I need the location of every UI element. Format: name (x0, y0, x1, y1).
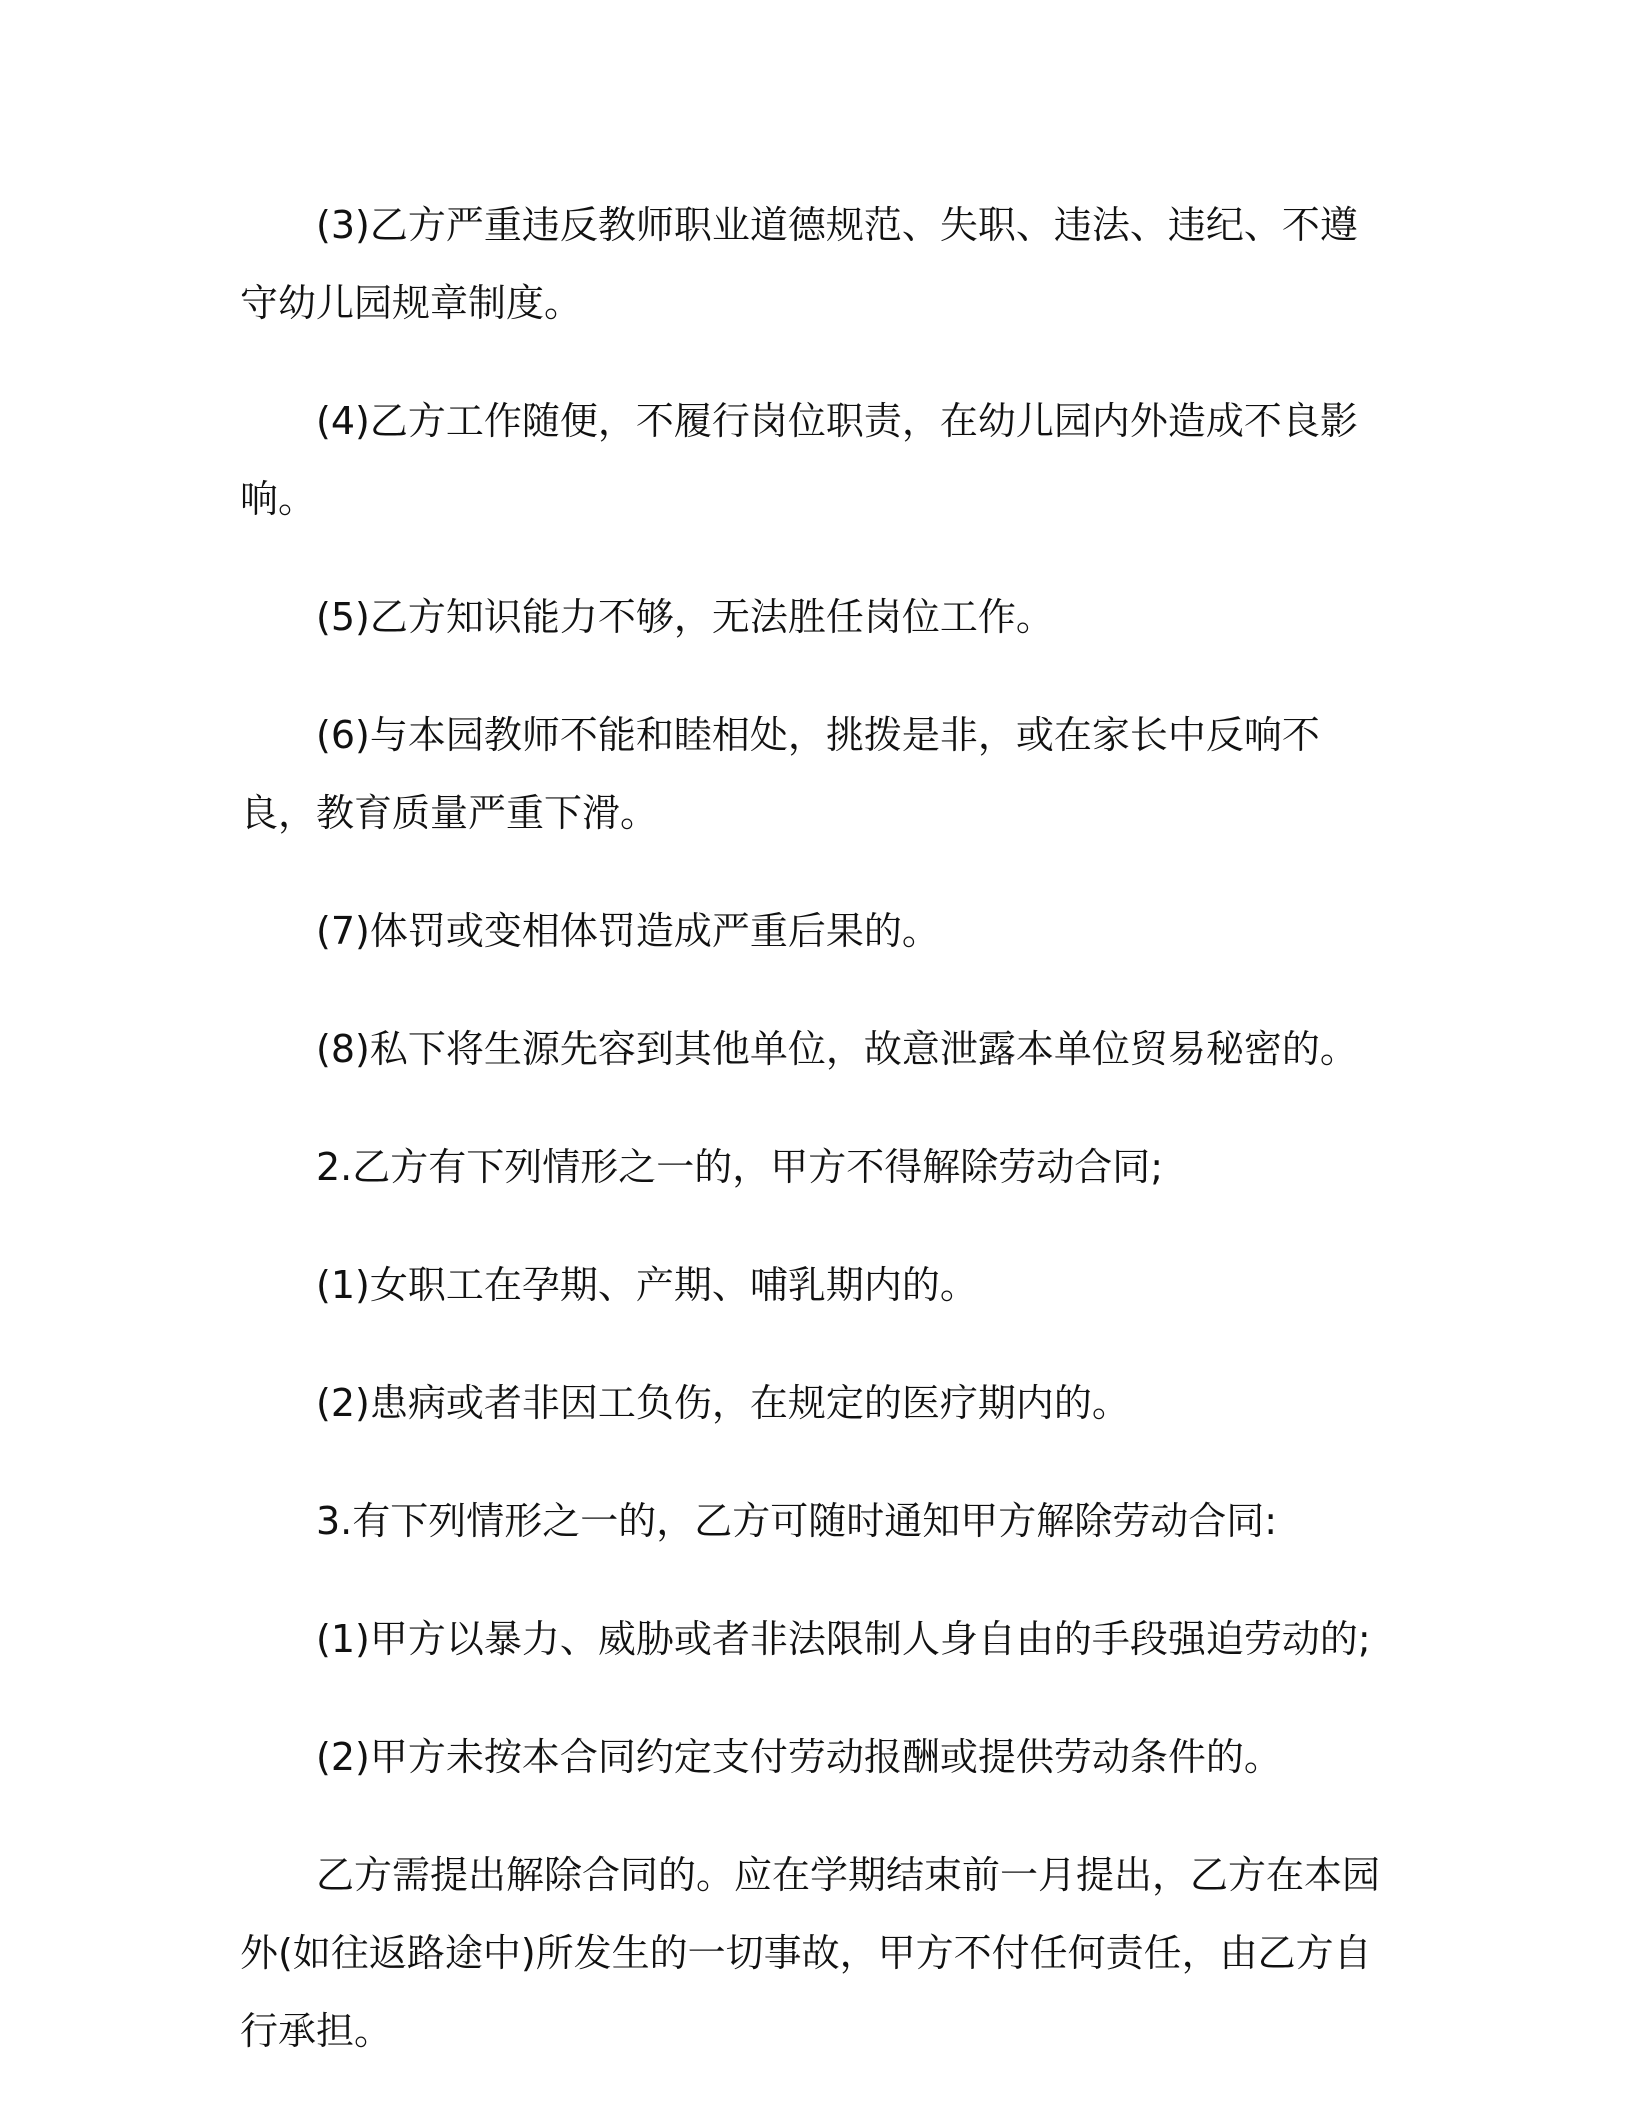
document-body (240, 186, 1390, 2110)
paragraph-closing: 乙方需提出解除合同的。应在学期结束前一月提出，乙方在本园外(如往返路途中)所发生的一切事故，甲方不付任何责任，由乙方自行承担。 (240, 1853, 1381, 2053)
paragraph-clause-5: (5)乙方知识能力不够，无法胜任岗位工作。 (316, 595, 1054, 639)
paragraph-section-2-item-1: (1)女职工在孕期、产期、哺乳期内的。 (316, 1263, 978, 1307)
paragraph-clause-3: (3)乙方严重违反教师职业道德规范、失职、违法、违纪、不遵守幼儿园规章制度。 (240, 203, 1358, 325)
paragraph-section-3: 3.有下列情形之一的，乙方可随时通知甲方解除劳动合同: (316, 1499, 1278, 1543)
paragraph-clause-6: (6)与本园教师不能和睦相处，挑拨是非，或在家长中反响不良，教育质量严重下滑。 (240, 713, 1320, 835)
paragraph-section-2-item-2: (2)患病或者非因工负伤，在规定的医疗期内的。 (316, 1381, 1130, 1425)
paragraph-section-3-item-1: (1)甲方以暴力、威胁或者非法限制人身自由的手段强迫劳动的; (316, 1617, 1371, 1661)
paragraph-section-3-item-2: (2)甲方未按本合同约定支付劳动报酬或提供劳动条件的。 (316, 1735, 1282, 1779)
paragraph-section-2: 2.乙方有下列情形之一的，甲方不得解除劳动合同; (316, 1145, 1164, 1189)
paragraph-clause-8: (8)私下将生源先容到其他单位，故意泄露本单位贸易秘密的。 (316, 1027, 1358, 1071)
paragraph-clause-7: (7)体罚或变相体罚造成严重后果的。 (316, 909, 940, 953)
paragraph-clause-4: (4)乙方工作随便，不履行岗位职责，在幼儿园内外造成不良影响。 (240, 399, 1358, 521)
